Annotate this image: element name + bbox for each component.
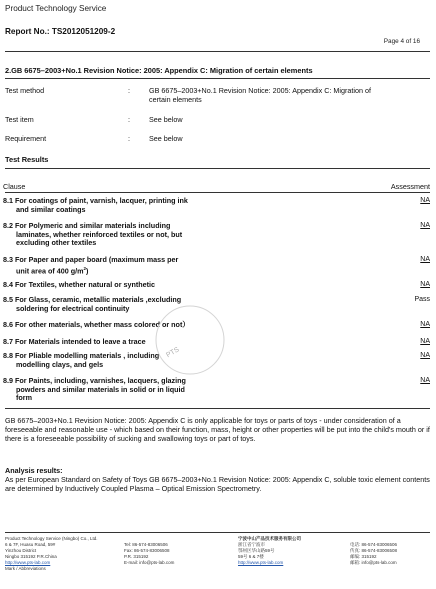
clause-text: powders and similar materials in solid or in liquid: [16, 384, 185, 394]
assessment-value: NA: [420, 256, 430, 263]
assessment-value: Pass: [414, 296, 430, 303]
clause-text: [3, 265, 238, 276]
footer-line: 传真: 86-574-83006508: [350, 548, 398, 553]
stamp-watermark: [150, 300, 230, 380]
assessment-value: NA: [420, 281, 430, 288]
table-header-divider: [5, 192, 430, 193]
clause-text: soldering for electrical continuity: [16, 303, 130, 313]
assessment-value: NA: [420, 352, 430, 359]
applicability-note: GB 6675–2003+No.1 Revision Notice: 2005: Appendix C is only applicable for toys or parts of toys - under consideration of a foreseeable and reasonable use - which based on their function, mass, height or other properties will be put into the child's mouth or if there is a foreseeable possibility of sucking and swallowing toys or part of toys.: [5, 416, 430, 444]
analysis-title: Analysis results:: [5, 466, 63, 475]
info-value: See below: [149, 134, 183, 143]
assessment-value: NA: [420, 321, 430, 328]
info-colon: :: [128, 86, 130, 95]
footer-website-link[interactable]: http://www.pts-lab.com: [5, 560, 51, 565]
table-row: [3, 197, 238, 214]
table-row: [3, 377, 238, 403]
clause-text: 8.8 For Pliable modelling materials , including: [3, 351, 160, 360]
assessment-value: NA: [420, 377, 430, 384]
info-colon: :: [128, 115, 130, 124]
report-number: Report No.: TS2012051209-2: [5, 27, 116, 36]
footer-email: E-mail: info@pts-lab.com: [124, 560, 175, 565]
svg-text:PTS: PTS: [165, 346, 181, 360]
column-header-clause: Clause: [3, 182, 26, 191]
clause-text-part: ): [86, 265, 89, 275]
footer-website-link[interactable]: http://www.pts-lab.com: [238, 560, 284, 565]
info-key: Test item: [5, 115, 34, 124]
header-divider: [5, 51, 430, 52]
clause-text: 8.9 For Paints, including, varnishes, lacquers, glazing: [3, 376, 186, 385]
clause-text: 8.3 For Paper and paper board (maximum mass per: [3, 255, 179, 264]
footer-line: Ningbo 315192 P.R.China: [5, 554, 57, 559]
footer-line: 电话: 86-574-83006506: [350, 542, 398, 547]
footer-line: P.R. 315192: [124, 554, 149, 559]
clause-text: 8.5 For Glass, ceramic, metallic materials ,excluding: [3, 295, 182, 304]
clause-text: 8.7 For Materials intended to leave a trace: [3, 337, 146, 346]
footer-company-cn: 宁波中山产品技术服务有限公司: [238, 536, 301, 541]
section-title: 2.GB 6675–2003+No.1 Revision Notice: 2005: Appendix C: Migration of certain elements: [5, 66, 313, 75]
clause-text: 8.1 For coatings of paint, varnish, lacquer, printing ink: [3, 196, 188, 205]
analysis-section: [5, 466, 433, 493]
info-value-line: certain elements: [149, 95, 202, 104]
table-bottom-divider: [5, 408, 430, 409]
test-results-heading: Test Results: [5, 155, 49, 164]
footer-line: 邮编: 315192: [350, 554, 377, 559]
clause-text: excluding other textiles: [16, 238, 97, 248]
info-value-line: GB 6675–2003+No.1 Revision Notice: 2005: Appendix C: Migration of: [149, 86, 371, 95]
clause-text: laminates, whether reinforced textiles or not, but: [16, 229, 183, 239]
footer-line: 59号 6 & 7楼: [238, 554, 264, 559]
footer-line: Tel: 86-574-83006506: [124, 542, 168, 547]
footer-bottom-note: Mark / Abbreviations: [5, 566, 46, 571]
table-row: [3, 222, 238, 248]
footer-contact-cn: [350, 542, 434, 566]
info-value: [149, 86, 417, 104]
clause-text-part: unit area of 400 g/m: [16, 265, 84, 275]
info-colon: :: [128, 134, 130, 143]
footer-line: Yinzhou District: [5, 548, 37, 553]
assessment-value: NA: [420, 338, 430, 345]
company-name: Product Technology Service: [5, 4, 107, 13]
footer-line: 6 & 7F, Huasu Road, 59#: [5, 542, 56, 547]
clause-text: and similar coatings: [16, 204, 86, 214]
assessment-value: NA: [420, 197, 430, 204]
section-divider: [5, 78, 430, 79]
footer-divider: [5, 532, 430, 533]
footer-address-cn: [238, 536, 338, 566]
clause-text: 8.4 For Textiles, whether natural or synthetic: [3, 280, 156, 289]
clause-text: form: [16, 393, 32, 403]
clause-text: 8.2 For Polymeric and similar materials including: [3, 221, 171, 230]
table-row: [3, 281, 238, 290]
analysis-text: As per European Standard on Safety of Toys GB 6675–2003+No.1 Revision Notice: 2005: Appendix C, soluble toxic element contents are determined by Inductively Coupled Plasma – Optical Emission Spectrometry.: [5, 475, 430, 494]
info-key: Test method: [5, 86, 45, 95]
info-value: See below: [149, 115, 183, 124]
results-divider: [5, 168, 430, 169]
clause-text: modelling clays, and gels: [16, 359, 104, 369]
superscript: 2: [83, 265, 87, 271]
footer-address-en: [5, 536, 125, 572]
assessment-value: NA: [420, 222, 430, 229]
info-key: Requirement: [5, 134, 47, 143]
footer-email: 邮箱: info@pts-lab.com: [350, 560, 397, 565]
page-indicator: Page 4 of 16: [383, 38, 420, 45]
footer-line: Fax: 86-574-83006508: [124, 548, 170, 553]
table-row: [3, 256, 238, 276]
footer-line: 浙江省宁波市: [238, 542, 265, 547]
footer-company: Product Technology Service (Ningbo) Co., Ltd.: [5, 536, 98, 541]
footer-contact-en: [124, 542, 219, 566]
footer-line: 鄂州区华山路59号: [238, 548, 275, 553]
clause-text: 8.6 For other materials, whether mass colored or not）: [3, 320, 190, 329]
column-header-assessment: Assessment: [390, 182, 430, 191]
